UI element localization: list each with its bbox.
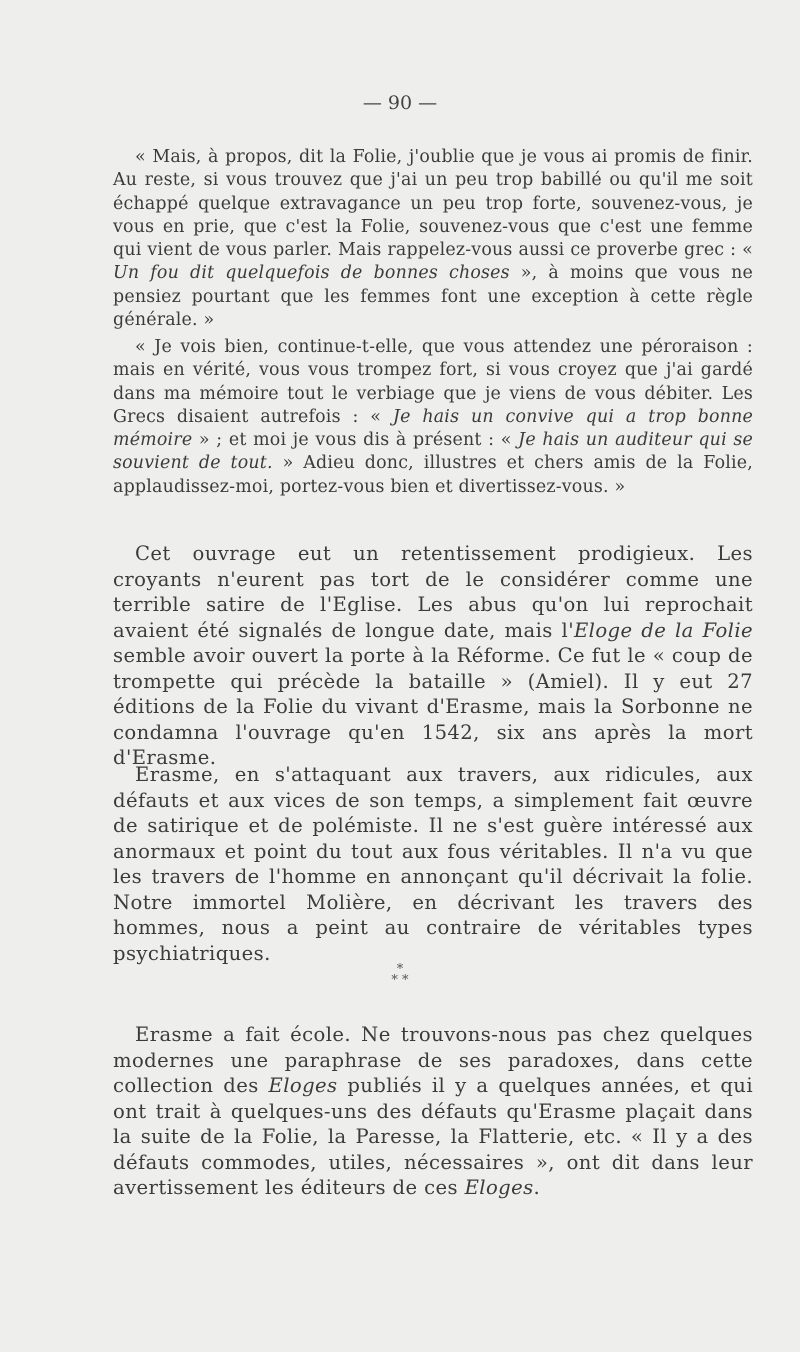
paragraph: Cet ouvrage eut un retentissement prodigieux. Les croyants n'eurent pas tort de le considérer comme une terrible satire de l'Eglise. Les abus qu'on lui reprochait avaient été signalés de longue date, mais l'Eloge de la Folie semble avoir ouvert la porte à la Réforme. Ce fut le « coup de trompette qui précède la bataille » (Amiel). Il y eut 27 éditions de la Folie du vivant d'Erasme, mais la Sorbonne ne condamna l'ouvrage qu'en 1542, six ans après la mort d'Erasme.: [113, 542, 753, 769]
italic-title: Eloges: [464, 1176, 534, 1199]
quote-paragraph-2: [113, 336, 753, 499]
italic-quote: Je hais un auditeur qui se souvient de tout.: [113, 430, 753, 474]
quote-paragraph-1: [113, 146, 753, 332]
paragraph: Erasme, en s'attaquant aux travers, aux ridicules, aux défauts et aux vices de son temps, a simplement fait œuvre de satirique et de polémiste. Il ne s'est guère intéressé aux anormaux et point du tout aux fous véritables. Il n'a vu que les travers de l'homme en annonçant qu'il décrivait la folie. Notre immortel Molière, en décrivant les travers des hommes, nous a peint au contraire de véritables types psychiatriques.: [113, 763, 753, 965]
body-paragraph-2: [113, 762, 753, 966]
page-number: — 90 —: [362, 92, 438, 114]
italic-proverb: Un fou dit quelquefois de bonnes choses: [113, 263, 510, 284]
italic-title: Eloges: [268, 1074, 338, 1097]
paragraph: « Mais, à propos, dit la Folie, j'oublie que je vous ai promis de finir. Au reste, si vous trouvez que j'ai un peu trop babillé ou qu'il me soit échappé quelque extravagance un peu trop forte, souvenez-vous, je vous en prie, que c'est la Folie, souvenez-vous que c'est une femme qui vient de vous parler. Mais rappelez-vous aussi ce proverbe grec : « Un fou dit quelquefois de bonnes choses », à moins que vous ne pensiez pourtant que les femmes font une exception à cette règle générale. »: [113, 147, 753, 331]
body-paragraph-3: [113, 1022, 753, 1201]
asterism-separator: * * *: [391, 962, 409, 988]
paragraph: Erasme a fait école. Ne trouvons-nous pas chez quelques modernes une paraphrase de ses paradoxes, dans cette collection des Eloges publiés il y a quelques années, et qui ont trait à quelques-uns des défauts qu'Erasme plaçait dans la suite de la Folie, la Paresse, la Flatterie, etc. « Il y a des défauts commodes, utiles, nécessaires », ont dit dans leur avertissement les éditeurs de ces Eloges.: [113, 1023, 753, 1199]
body-paragraph-1: [113, 541, 753, 771]
paragraph: « Je vois bien, continue-t-elle, que vous attendez une péroraison : mais en vérité, vous vous trompez fort, si vous croyez que j'ai gardé dans ma mémoire tout le verbiage que je viens de vous débiter. Les Grecs disaient autrefois : « Je hais un convive qui a trop bonne mémoire » ; et moi je vous dis à présent : « Je hais un auditeur qui se souvient de tout. » Adieu donc, illustres et chers amis de la Folie, applaudissez-moi, portez-vous bien et divertissez-vous. »: [113, 337, 753, 497]
italic-quote: Je hais un convive qui a trop bonne mémoire: [113, 406, 753, 451]
italic-title: Eloge de la Folie: [573, 618, 753, 642]
